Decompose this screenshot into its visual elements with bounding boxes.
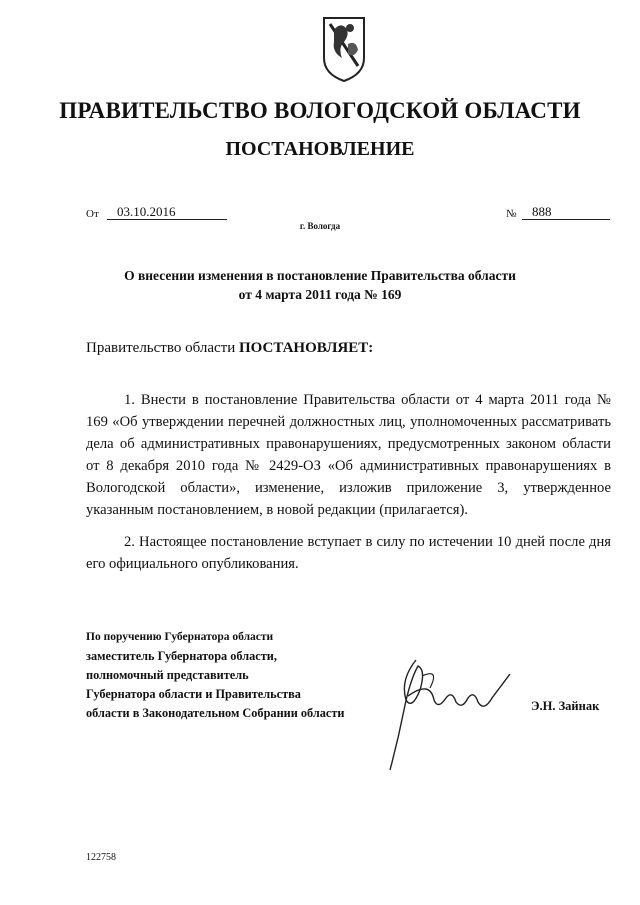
signer-name: Э.Н. Зайнак bbox=[531, 699, 600, 713]
signatory-line-2: заместитель Губернатора области, bbox=[86, 649, 277, 663]
document-number: 888 bbox=[522, 204, 610, 220]
resolution-body bbox=[86, 389, 611, 575]
intro-verb: ПОСТАНОВЛЯЕТ: bbox=[238, 340, 374, 356]
intro-subject: Правительство области bbox=[86, 340, 236, 356]
signatory-line-1: По поручению Губернатора области bbox=[86, 631, 274, 643]
clause-2: 2. Настоящее постановление вступает в силу по истечении 10 дней после дня его официального опубликования. bbox=[86, 534, 611, 572]
handwritten-signature bbox=[360, 640, 540, 780]
date-prefix: От bbox=[86, 208, 99, 220]
coat-of-arms-icon bbox=[320, 14, 368, 84]
signatory-line-5: области в Законодательном Собрании области bbox=[86, 706, 345, 720]
city-label: г. Вологда bbox=[299, 221, 341, 231]
clause-1: 1. Внести в постановление Правительства области от 4 марта 2011 года № 169 «Об утверждении перечней должностных лиц, уполномоченных рассматривать дела об административных правонарушениях, предусмотренных законом области от 8 декабря 2010 года № 2429-ОЗ «Об административных правонарушениях в Вологодской области», изменение, изложив приложение 3, утвержденное указанным постановлением, в новой редакции (прилагается). bbox=[86, 392, 611, 518]
organization-title: ПРАВИТЕЛЬСТВО ВОЛОГОДСКОЙ ОБЛАСТИ bbox=[59, 98, 581, 123]
signatory-line-4: Губернатора области и Правительства bbox=[86, 687, 301, 701]
document-code: 122758 bbox=[86, 852, 116, 863]
document-date: 03.10.2016 bbox=[107, 204, 227, 220]
document-subject bbox=[0, 266, 640, 304]
signatory-line-3: полномочный представитель bbox=[86, 668, 249, 682]
resolution-intro bbox=[86, 340, 373, 357]
subject-line-2: от 4 марта 2011 года № 169 bbox=[238, 287, 402, 302]
subject-line-1: О внесении изменения в постановление Правительства области bbox=[124, 268, 516, 283]
document-type: ПОСТАНОВЛЕНИЕ bbox=[225, 138, 415, 160]
number-prefix: № bbox=[506, 208, 517, 220]
